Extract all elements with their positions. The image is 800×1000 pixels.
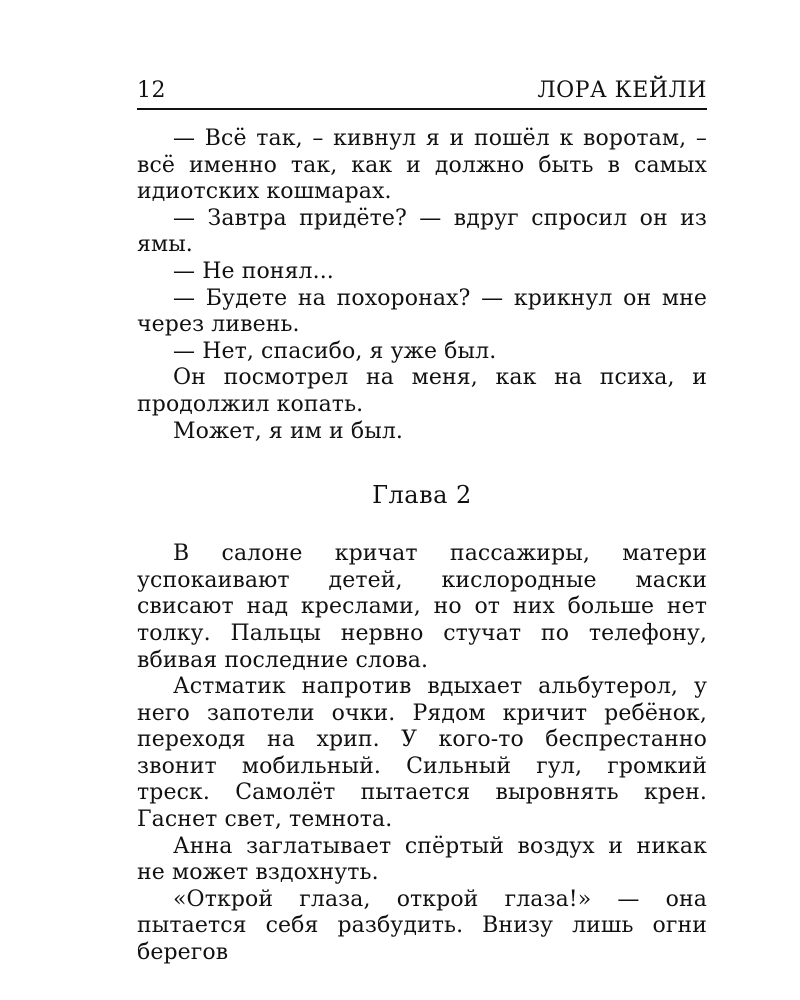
chapter-text	[137, 541, 707, 967]
book-page	[137, 78, 707, 967]
paragraph: Анна заглатывает спёртый воздух и никак не может вздохнуть.	[137, 833, 707, 886]
text-before-chapter	[137, 126, 707, 445]
paragraph: Может, я им и был.	[173, 418, 404, 444]
paragraph: — Будете на похоронах? — крикнул он мне через ливень.	[137, 285, 707, 338]
author-name: ЛОРА КЕЙЛИ	[537, 78, 707, 103]
paragraph: Он посмотрел на меня, как на психа, и продолжил копать.	[137, 365, 707, 417]
paragraph: В салоне кричат пассажиры, матери успокаивают детей, кислородные маски свисают над креслами, но от них больше нет толку. Пальцы нервно стучат по телефону, вбивая последние слова.	[137, 541, 707, 673]
paragraph: Астматик напротив вдыхает альбутерол, у него запотели очки. Рядом кричит ребёнок, переходя на хрип. У кого-то беспрестанно звонит мобильный. Сильный гул, громкий треск. Самолёт пытается выровнять крен. Гаснет свет, темнота.	[137, 674, 707, 833]
paragraph: — Всё так, – кивнул я и пошёл к воротам, – всё именно так, как и должно быть в самых идиотских кошмарах.	[137, 126, 707, 205]
paragraph: — Нет, спасибо, я уже был.	[173, 338, 497, 364]
paragraph: — Завтра придёте? — вдруг спросил он из ямы.	[137, 205, 707, 258]
page-number: 12	[137, 78, 166, 103]
running-header	[137, 78, 707, 110]
paragraph: — Не понял...	[173, 258, 334, 284]
paragraph: «Открой глаза, открой глаза!» — она пытается себя разбудить. Внизу лишь огни берегов	[137, 886, 707, 966]
chapter-title: Глава 2	[372, 481, 472, 510]
